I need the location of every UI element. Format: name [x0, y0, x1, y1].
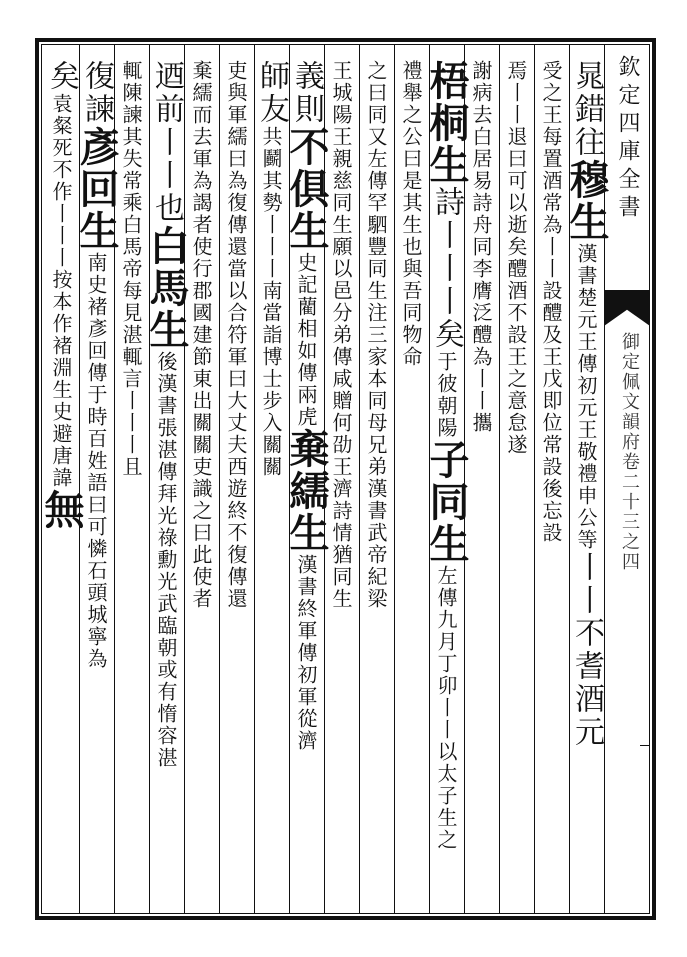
entry-heading: 梧桐生 — [423, 60, 470, 186]
text-column — [219, 60, 254, 900]
column-rule — [79, 44, 80, 914]
spine-tick — [640, 745, 650, 746]
column-rule — [149, 44, 150, 914]
column-rule — [394, 44, 395, 914]
text-column — [143, 60, 190, 900]
annotation-text: 吏與軍繻曰為復傳還當以合符軍曰大丈夫西遊終不復傳還 — [224, 60, 248, 610]
annotation-text: 袁粲死不作丨丨丨按本作褚淵生史避唐諱 — [49, 93, 73, 489]
text-column — [254, 60, 289, 900]
entry-heading: 不俱生 — [283, 126, 330, 252]
annotation-text: 後漢書張湛傳拜光祿勳光武臨朝或有惰容湛 — [154, 351, 178, 769]
column-rule — [569, 44, 570, 914]
annotation-text: 謝病去白居易詩舟同李膺泛醴為丨丨攜 — [469, 60, 493, 434]
spine-book-name: 御定佩文韻府 — [619, 332, 640, 452]
entry-heading: 棄繻生 — [283, 428, 330, 554]
annotation-text: 漢書終軍傳初軍從濟 — [294, 554, 318, 752]
annotation-text: 焉丨丨退曰可以逝矣醴酒不設王之意怠遂 — [504, 60, 528, 456]
text-column — [534, 60, 569, 900]
annotation-text: 棄繻而去軍為謁者使行郡國建節東出關關吏識之曰此使者 — [189, 60, 213, 610]
column-rule — [359, 44, 360, 914]
text-column — [394, 60, 429, 900]
annotation-text: 王每置酒常為丨丨設醴及王戊即位常設後忘設 — [539, 104, 563, 544]
body-text: 復諫 — [79, 60, 114, 126]
text-column — [184, 60, 219, 900]
text-column — [563, 60, 610, 900]
body-text: 不耆酒元 — [569, 617, 604, 749]
body-text: 矣 — [44, 60, 79, 93]
entry-heading: 子同生 — [423, 439, 470, 565]
annotation-text: 于彼朝陽 — [434, 351, 458, 439]
annotation-text: 史記藺相如傳兩虎 — [294, 252, 318, 428]
column-rule — [499, 44, 500, 914]
annotation-text: 王城陽王親慈同生願以邑分弟傳咸贈何劭王濟詩情猶同生 — [329, 60, 353, 610]
annotation-text: 南史褚彥回傳于時百姓語曰可憐石頭城寧為 — [84, 252, 108, 670]
body-text: 義則 — [289, 60, 324, 126]
annotation-text: 南當詣博士步入關關 — [259, 280, 283, 478]
spine-title: 欽定四庫全書 — [615, 55, 640, 223]
column-rule — [534, 44, 535, 914]
column-rule — [219, 44, 220, 914]
body-text: 晁錯往 — [569, 60, 604, 159]
entry-heading: 無 — [38, 489, 85, 531]
text-column — [283, 60, 330, 900]
body-text: 師友 — [254, 60, 289, 126]
spine-subtitle — [612, 332, 646, 592]
text-column — [423, 60, 470, 900]
text-column — [38, 60, 85, 900]
annotation-text: 漢書楚元王傳初元王敬禮申公等 — [574, 243, 598, 551]
body-text: 迺前丨丨也 — [149, 60, 184, 225]
spine-volume: 卷二十三之四 — [619, 452, 640, 572]
text-column — [359, 60, 394, 900]
entry-heading: 彥回生 — [73, 126, 120, 252]
column-rule — [254, 44, 255, 914]
annotation-text: 輒陳諫其失常乘白馬帝每見湛輒言丨丨丨且 — [119, 60, 143, 478]
entry-heading: 白馬生 — [143, 225, 190, 351]
column-rule — [184, 44, 185, 914]
column-rule — [289, 44, 290, 914]
column-rule — [429, 44, 430, 914]
text-column — [73, 60, 120, 900]
body-text: 詩丨丨丨矣 — [429, 186, 464, 351]
entry-heading: 穆生 — [563, 159, 610, 243]
annotation-text: 之曰同又左傳罕駟豐同生注三家本同母兄弟漢書武帝紀梁 — [364, 60, 388, 610]
annotation-text: 受之 — [539, 60, 563, 104]
annotation-text: 共鬬其勢丨丨丨 — [259, 126, 283, 280]
annotation-text: 左傳九月丁卯丨丨以太子生之 — [434, 565, 458, 851]
text-column — [499, 60, 534, 900]
body-text: 丨丨 — [569, 551, 604, 617]
annotation-text: 禮舉之公曰是其生也與吾同物命 — [399, 60, 423, 368]
